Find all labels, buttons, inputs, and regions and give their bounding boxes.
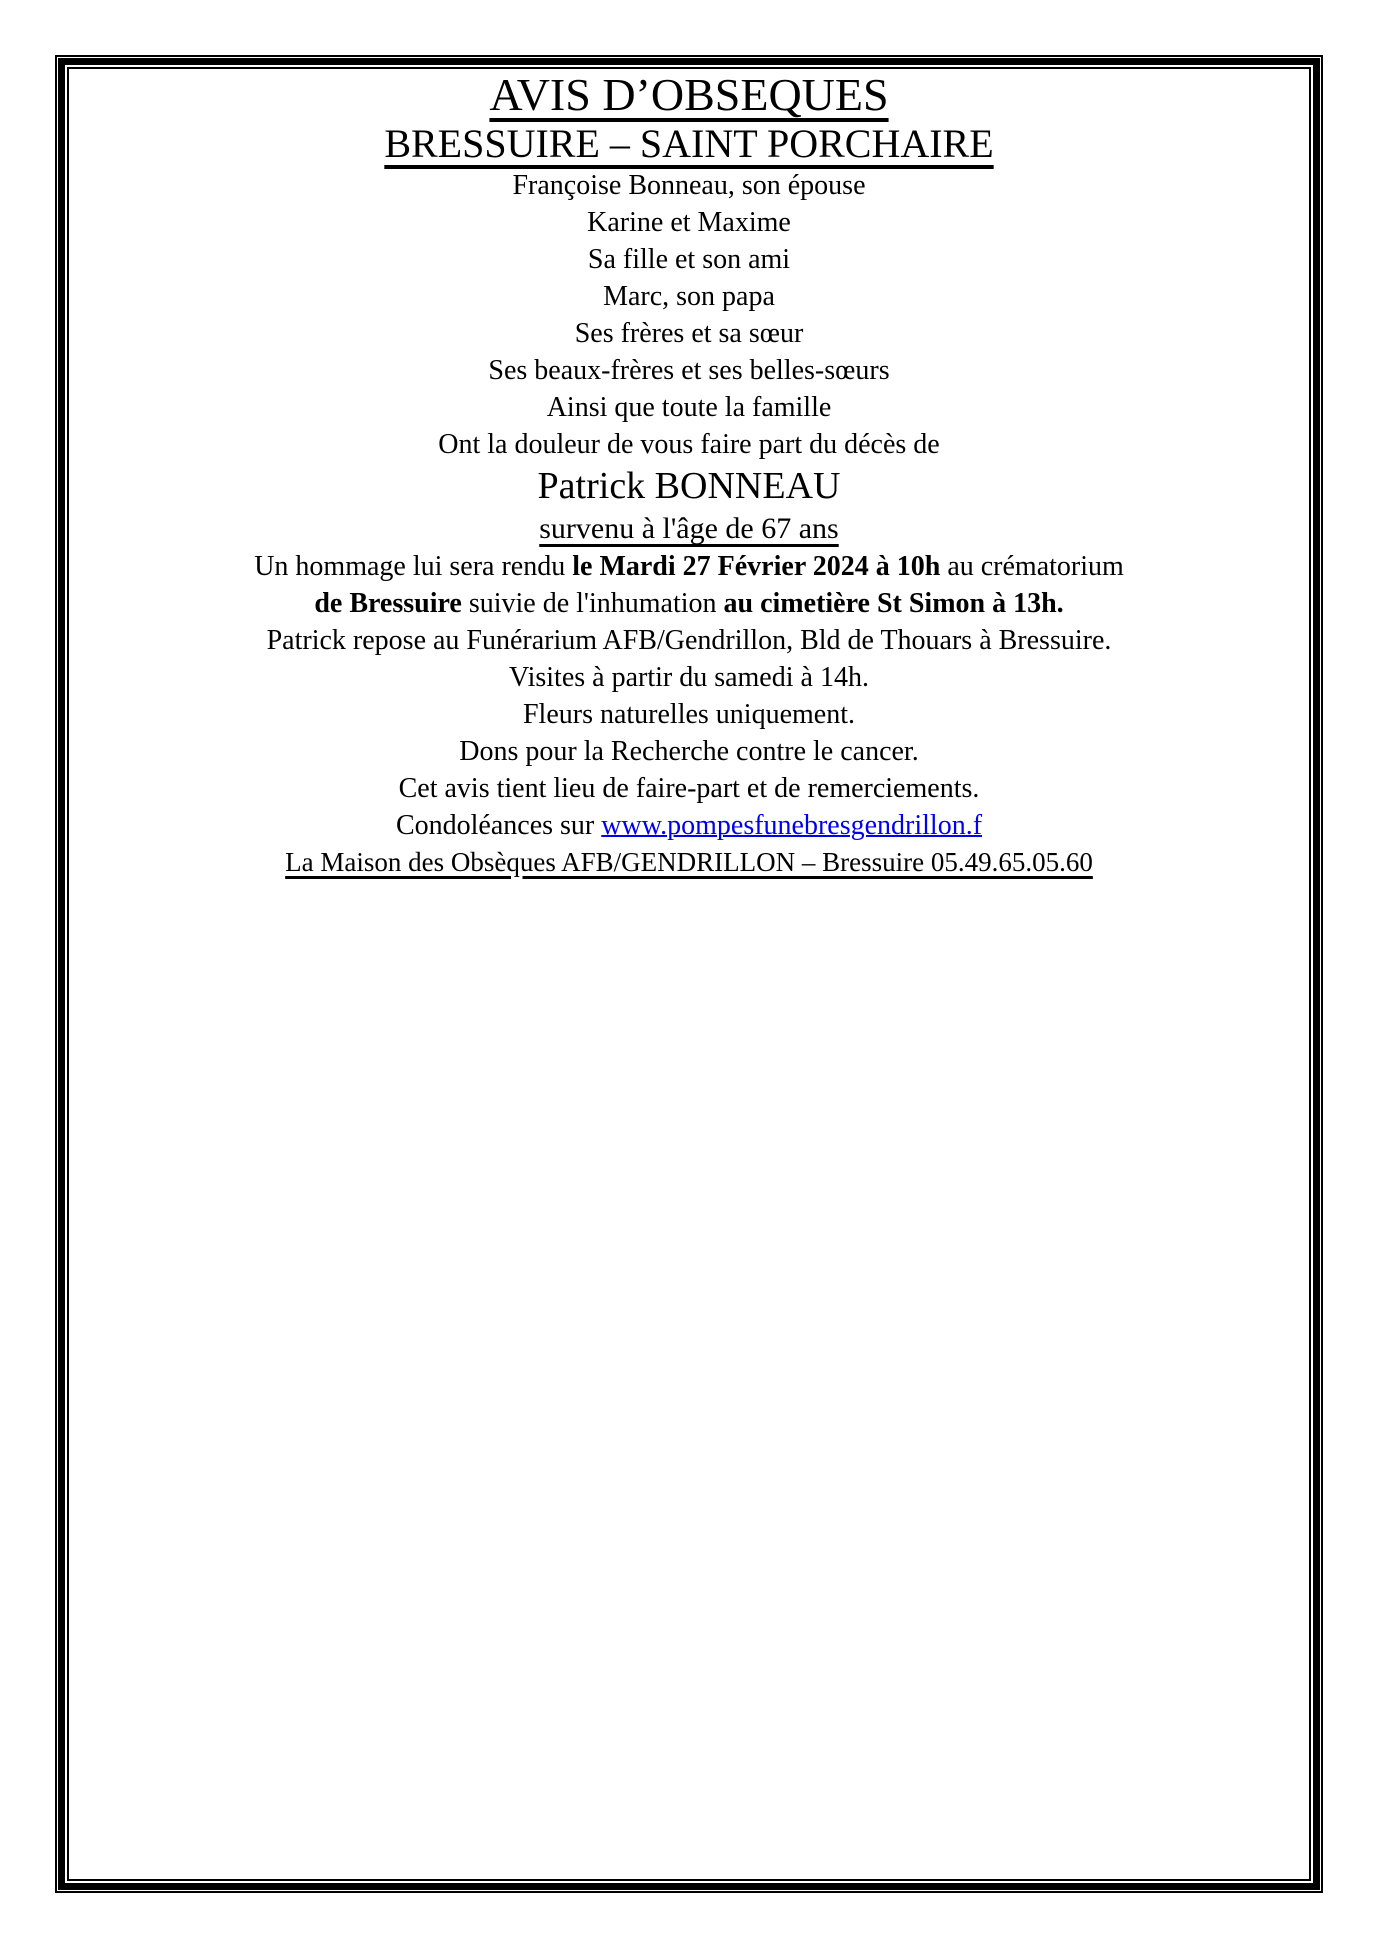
ceremony-city: de Bressuire	[314, 588, 462, 619]
flowers-line: Fleurs naturelles uniquement.	[522, 699, 856, 730]
location-heading: BRESSUIRE – SAINT PORCHAIRE	[384, 121, 994, 166]
ceremony-place-intro: au crématorium	[940, 551, 1124, 582]
condolences-website-link[interactable]: www.pompesfunebresgendrillon.f	[601, 810, 983, 841]
family-group-siblings	[69, 315, 1309, 389]
deceased-name: Patrick BONNEAU	[537, 465, 841, 507]
family-line-daughter-names: Karine et Maxime	[587, 207, 791, 238]
ceremony-paragraph	[69, 548, 1309, 622]
family-line-siblings: Ses frères et sa sœur	[574, 318, 804, 349]
repose-line: Patrick repose au Funérarium AFB/Gendrillon, Bld de Thouars à Bressuire.	[266, 625, 1112, 656]
family-line-spouse: Françoise Bonneau, son épouse	[512, 170, 866, 201]
page-border-inner-line	[67, 67, 1311, 1881]
ceremony-cemetery-time: au cimetière St Simon à 13h.	[723, 588, 1064, 619]
condolences-prefix: Condoléances sur	[395, 810, 602, 841]
wishes-paragraph	[69, 696, 1309, 770]
condolences-line	[69, 807, 1309, 844]
closing-line: Cet avis tient lieu de faire-part et de remerciements.	[398, 773, 980, 804]
funeral-home-footer: La Maison des Obsèques AFB/GENDRILLON – Bressuire 05.49.65.05.60	[285, 847, 1093, 877]
family-group-daughter	[69, 204, 1309, 278]
page-title: AVIS D’OBSEQUES	[489, 69, 889, 120]
family-line-father: Marc, son papa	[603, 281, 775, 312]
family-line-daughter-relation: Sa fille et son ami	[587, 244, 791, 275]
family-line-whole-family: Ainsi que toute la famille	[546, 392, 832, 423]
obituary-notice	[69, 69, 1309, 1879]
family-line-inlaws: Ses beaux-frères et ses belles-sœurs	[488, 355, 890, 386]
donations-line: Dons pour la Recherche contre le cancer.	[459, 736, 919, 767]
ceremony-burial-text: suivie de l'inhumation	[461, 588, 724, 619]
page-border-thick-band	[58, 58, 1320, 1890]
visits-line: Visites à partir du samedi à 14h.	[509, 662, 869, 693]
ceremony-date-time: le Mardi 27 Février 2024 à 10h	[572, 551, 941, 582]
age-line: survenu à l'âge de 67 ans	[539, 512, 839, 545]
announcement-line: Ont la douleur de vous faire part du décès de	[438, 429, 940, 460]
ceremony-text: Un hommage lui sera rendu	[254, 551, 573, 582]
page-border-frame	[55, 55, 1323, 1893]
